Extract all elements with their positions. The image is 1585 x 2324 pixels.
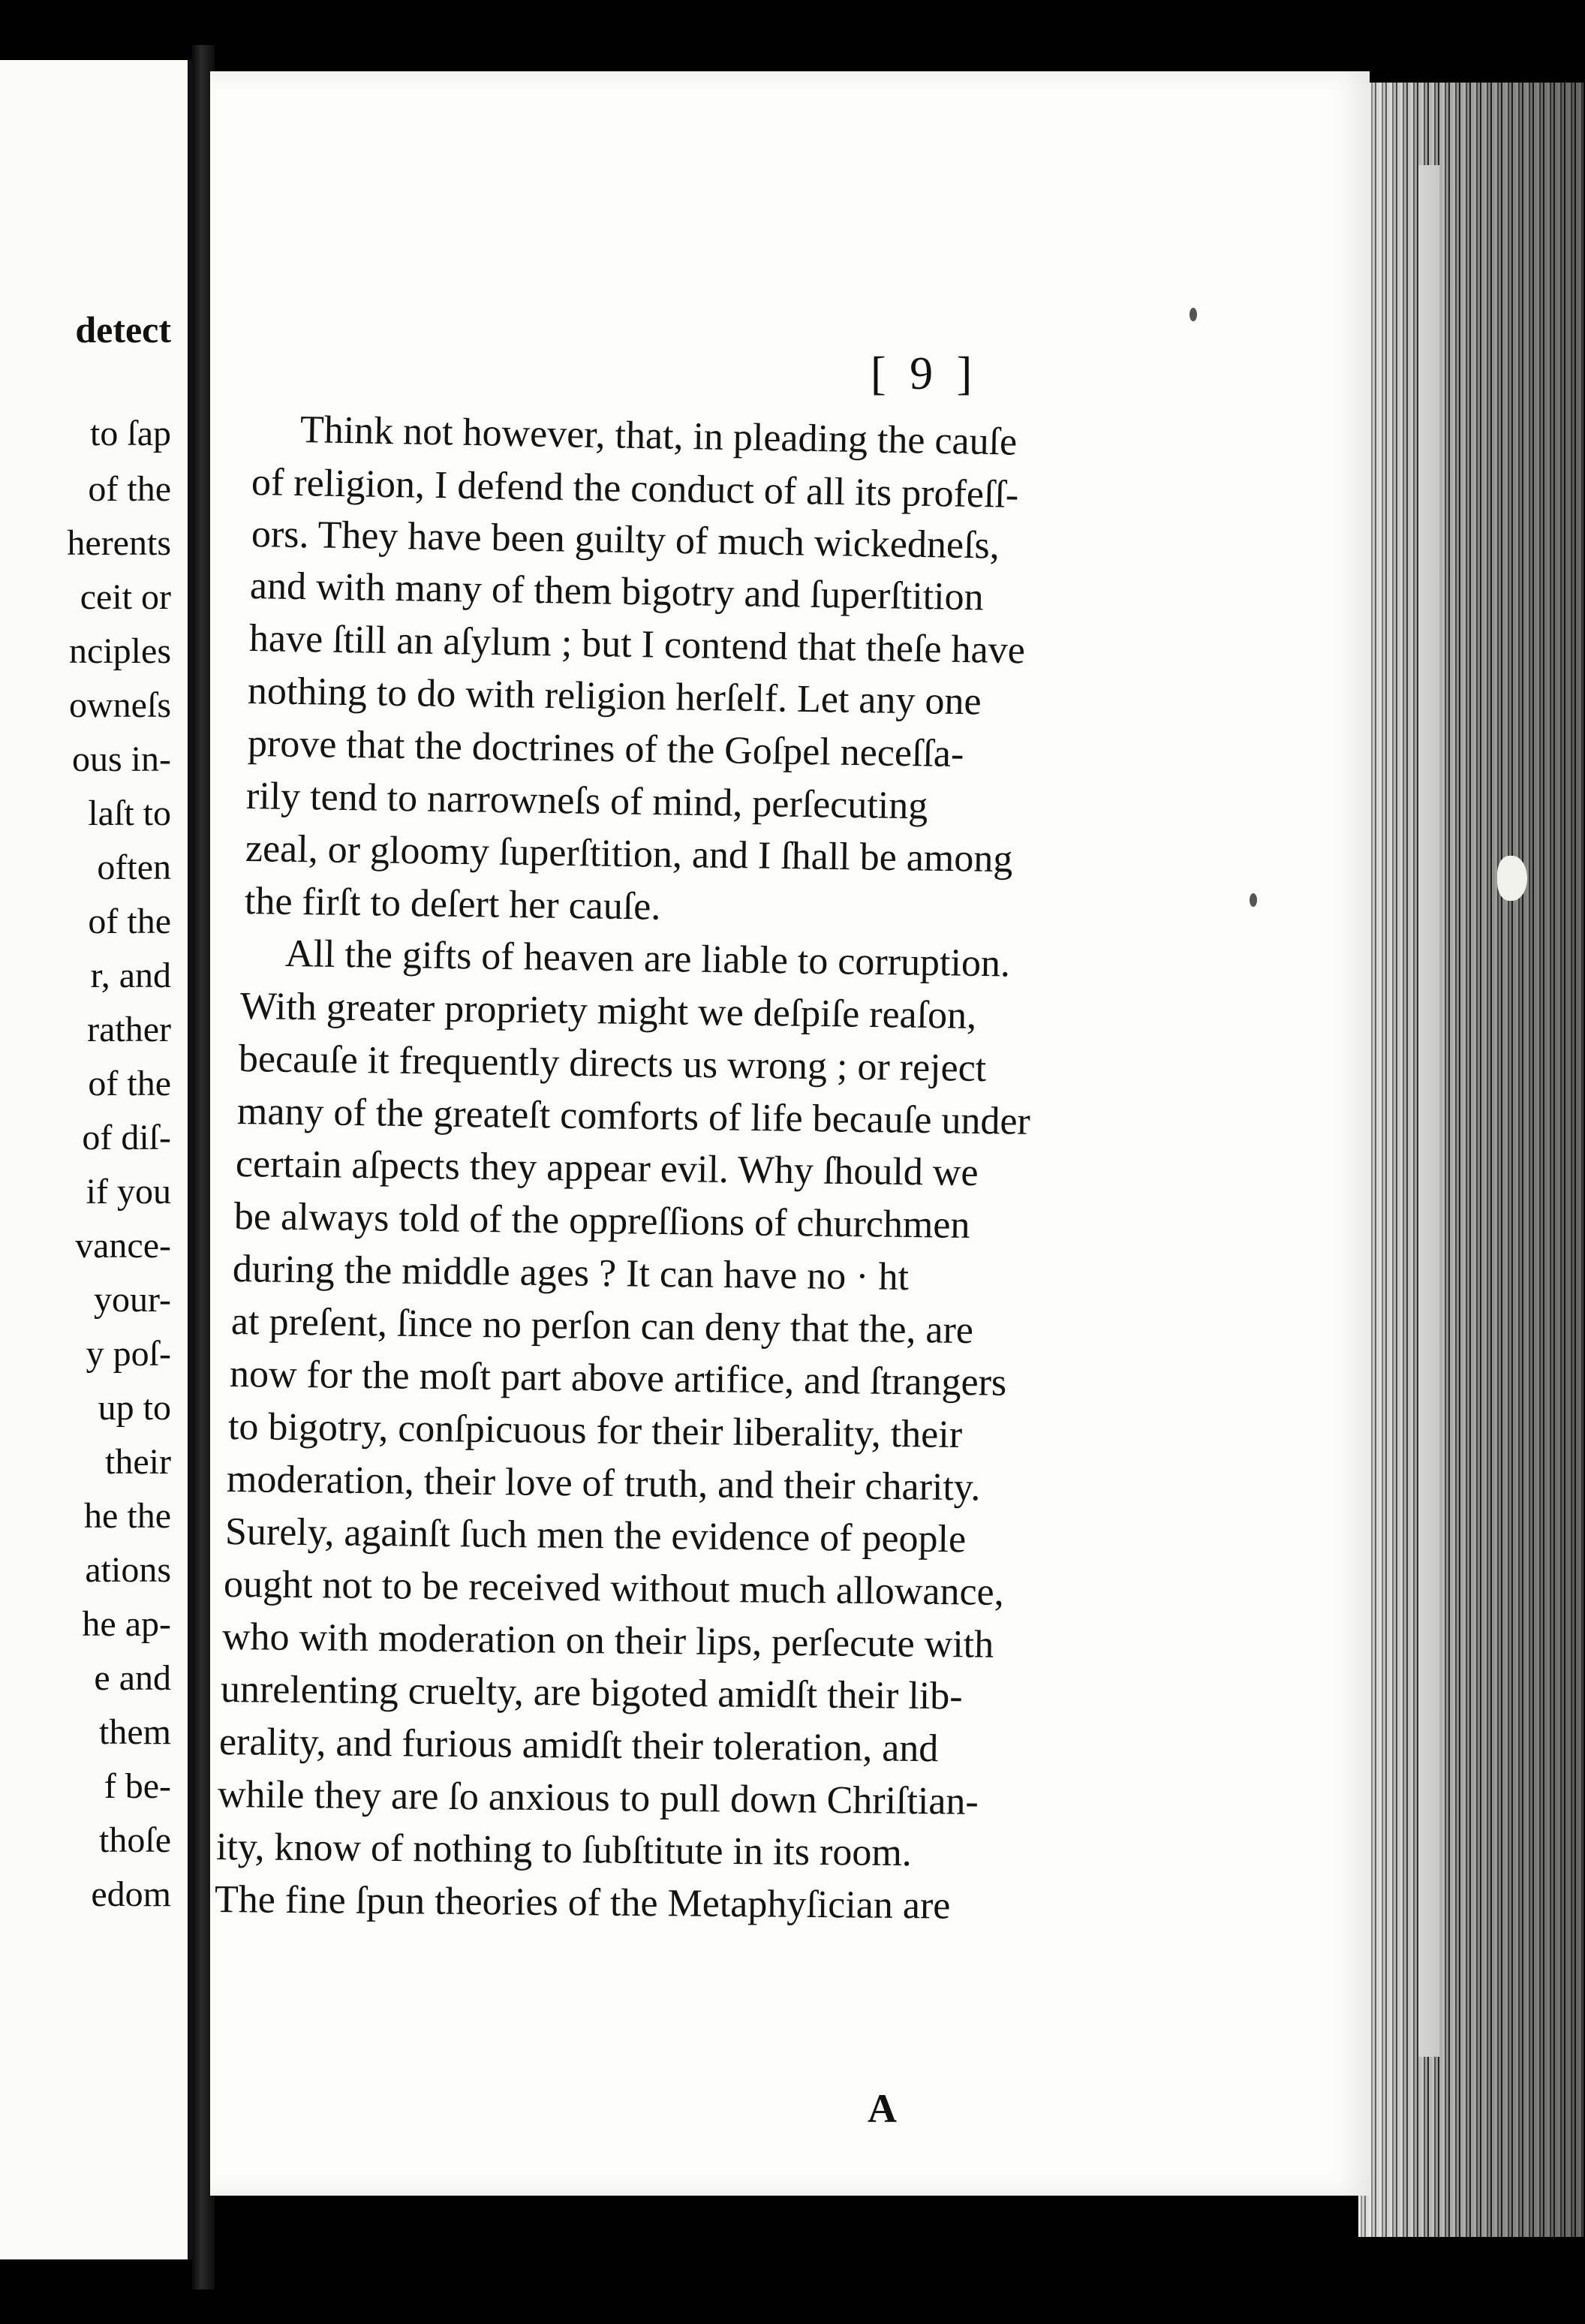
body-line: ity, know of nothing to ſubſtitute in its room.: [215, 1826, 913, 1875]
body-line: of religion, I defend the conduct of all its profeſſ-: [251, 461, 1019, 516]
body-line: to bigotry, conſpicuous for their liberality, their: [227, 1405, 963, 1457]
ink-smudge: [1190, 308, 1197, 321]
fore-edge-notch: [1497, 856, 1527, 901]
body-line: With greater propriety might we deſpiſe reaſon,: [239, 985, 977, 1037]
body-line: zeal, or gloomy ſuperſtition, and I ſhall be among: [245, 827, 1013, 881]
body-line: All the gifts of heaven are liable to corruption.: [284, 932, 1011, 986]
body-line: becauſe it frequently directs us wrong ; or reject: [238, 1037, 987, 1091]
body-line: erality, and furious amidſt their toleration, and: [218, 1720, 939, 1771]
left-page-line: rather: [87, 1010, 171, 1049]
left-page-line: often: [97, 847, 171, 887]
body-line: rily tend to narrowneſs of mind, perſecuting: [245, 775, 928, 828]
left-facing-page: [0, 60, 192, 2259]
body-line: unrelenting cruelty, are bigoted amidſt their lib-: [220, 1668, 963, 1718]
left-page-line: their: [105, 1442, 171, 1482]
body-line: now for the moſt part above artifice, and ſtrangers: [229, 1353, 1007, 1404]
left-page-line: laſt to: [88, 793, 171, 833]
left-page-line: f be-: [104, 1766, 171, 1806]
left-page-line: of the: [88, 469, 171, 509]
left-page-line: if you: [86, 1172, 171, 1212]
left-page-line: your-: [93, 1280, 171, 1320]
body-line: Think not however, that, in pleading the cauſe: [299, 408, 1018, 464]
left-page-line: to ſap: [90, 414, 171, 453]
body-line: prove that the doctrines of the Goſpel neceſſa-: [247, 722, 964, 776]
left-page-line: y poſ-: [86, 1334, 171, 1374]
fore-edge-shading: [1358, 83, 1583, 2237]
left-page-line: them: [99, 1712, 171, 1752]
left-page-line: r, and: [90, 956, 171, 995]
body-line: The fine ſpun theories of the Metaphyſician are: [214, 1878, 951, 1928]
left-page-line: owneſs: [69, 685, 171, 725]
body-line: and with many of them bigotry and ſuperſtition: [249, 564, 985, 619]
left-page-line: thoſe: [99, 1820, 171, 1860]
body-line: certain aſpects they appear evil. Why ſhould we: [235, 1142, 979, 1195]
left-page-line: up to: [98, 1388, 171, 1428]
left-page-line: herents: [67, 523, 171, 563]
body-line: who with moderation on their lips, perſecute with: [221, 1615, 994, 1666]
left-page-line: he ap-: [82, 1604, 171, 1644]
left-page-line: detect: [75, 309, 171, 351]
left-page-line: edom: [91, 1874, 171, 1914]
left-page-line: ations: [85, 1550, 171, 1590]
signature-mark: A: [868, 2086, 897, 2131]
body-line: nothing to do with religion herſelf. Let any one: [247, 670, 982, 724]
body-line: have ſtill an aſylum ; but I contend that theſe have: [248, 617, 1026, 673]
left-page-line: he the: [84, 1496, 171, 1536]
page-number: [ 9 ]: [871, 348, 979, 399]
body-line: many of the greateſt comforts of life becauſe under: [236, 1090, 1031, 1143]
body-line: be always told of the oppreſſions of churchmen: [233, 1195, 970, 1247]
left-page-line: e and: [94, 1658, 171, 1698]
left-page-line: of the: [88, 902, 171, 941]
body-line: Surely, againſt ſuch men the evidence of people: [224, 1510, 967, 1561]
ink-smudge: [1250, 893, 1257, 907]
body-line: ors. They have been guilty of much wickedneſs,: [251, 513, 1000, 567]
left-page-line: vance-: [75, 1226, 171, 1266]
left-page-line: of diſ-: [82, 1118, 171, 1157]
body-line: while they are ſo anxious to pull down Chriſtian-: [217, 1773, 979, 1823]
body-line: moderation, their love of truth, and their charity.: [226, 1458, 981, 1510]
body-line: ought not to be received without much allowance,: [223, 1563, 1004, 1614]
body-line: during the middle ages ? It can have no · ht: [232, 1248, 910, 1299]
body-line: the firſt to deſert her cauſe.: [244, 880, 661, 929]
left-page-line: of the: [88, 1064, 171, 1103]
left-page-line: ous in-: [72, 739, 171, 779]
body-line: at preſent, ſince no perſon can deny that the, are: [230, 1300, 974, 1353]
main-page: [210, 71, 1370, 2196]
left-page-line: ceit or: [80, 577, 171, 617]
left-page-line: nciples: [69, 631, 171, 671]
